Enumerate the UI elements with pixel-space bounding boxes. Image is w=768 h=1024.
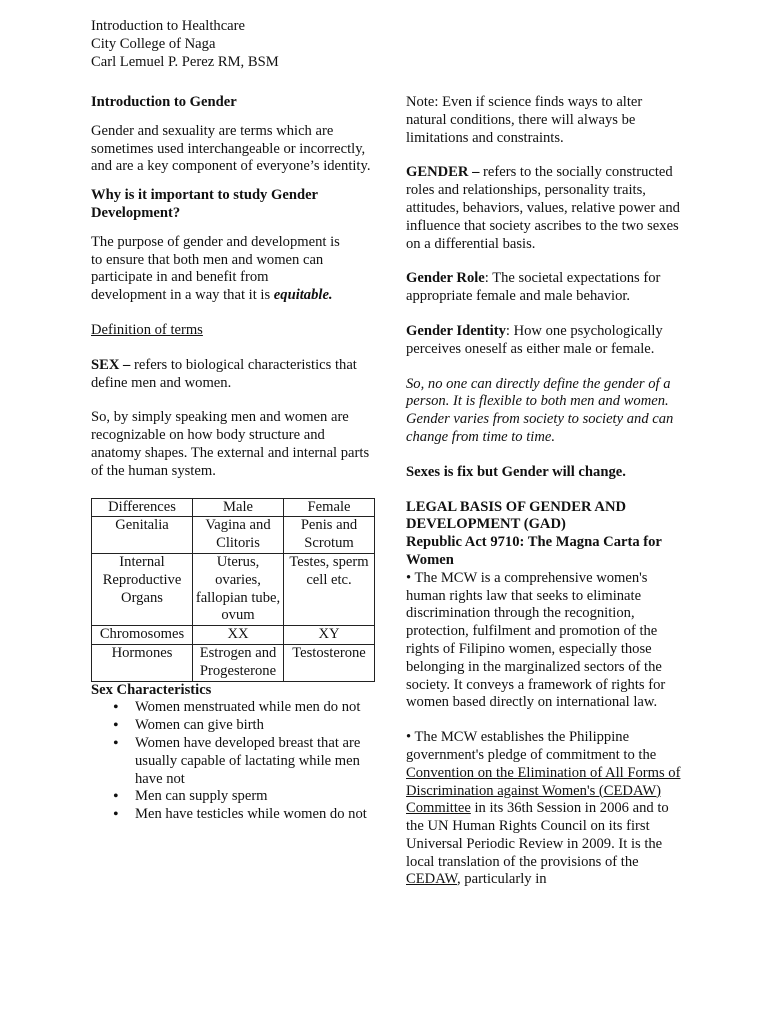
list-item: • Women have developed breast that are usually capable of lactating while men have not bbox=[135, 735, 374, 788]
table-cell: Penis and Scrotum bbox=[284, 517, 375, 554]
gender-role-definition bbox=[406, 270, 682, 306]
table-header-row bbox=[92, 498, 375, 517]
table-cell: XX bbox=[193, 626, 284, 645]
why-title: Why is it important to study Gender Development? bbox=[91, 187, 318, 221]
table-cell: Estrogen and Progesterone bbox=[193, 644, 284, 681]
table-cell: Hormones bbox=[92, 644, 193, 681]
mcw-paragraph-2 bbox=[406, 729, 682, 889]
right-column bbox=[406, 94, 682, 889]
gender-role-term: Gender Role bbox=[406, 270, 485, 287]
list-item: • Men have testicles while women do not bbox=[135, 806, 374, 824]
table-cell: Chromosomes bbox=[92, 626, 193, 645]
note-paragraph: Note: Even if science finds ways to alter natural conditions, there will always be limitations and constraints. bbox=[406, 94, 643, 146]
definition-heading: Definition of terms bbox=[91, 321, 203, 338]
table-cell: Internal Reproductive Organs bbox=[92, 553, 193, 625]
sex-characteristics-title: Sex Characteristics bbox=[91, 681, 212, 698]
table-row bbox=[92, 644, 375, 681]
sex-characteristics-list bbox=[91, 699, 374, 824]
sexes-fix-statement: Sexes is fix but Gender will change. bbox=[406, 463, 626, 480]
author-name: Carl Lemuel P. Perez RM, BSM bbox=[91, 53, 279, 70]
mcw-paragraph-1: • The MCW is a comprehensive women's human rights law that seeks to eliminate discrimination through the recognition, protection, fulfilment and promotion of the rights of Filipino women, especially those belonging in the marginalized sectors of the society. It conveys a framework of rights for women based directly on international law. bbox=[406, 569, 666, 711]
sex-definition bbox=[91, 357, 374, 393]
mcw2-text-c: , particularly in bbox=[457, 871, 547, 888]
intro-title: Introduction to Gender bbox=[91, 94, 237, 110]
gender-identity-term: Gender Identity bbox=[406, 322, 506, 339]
differences-table bbox=[91, 498, 375, 682]
table-header-cell: Male bbox=[193, 498, 284, 517]
document-header bbox=[91, 18, 391, 71]
table-header-cell: Female bbox=[284, 498, 375, 517]
sex-term: SEX – bbox=[91, 356, 131, 373]
table-row bbox=[92, 517, 375, 554]
intro-paragraph: Gender and sexuality are terms which are sometimes used interchangeable or incorrectly, and are a key component of everyone’s identity. bbox=[91, 122, 371, 175]
gender-identity-definition bbox=[406, 323, 682, 359]
gender-def: refers to the socially constructed roles and relationships, personality traits, attitudes, behaviors, values, relative power and influence that society ascribes to the two sexes on a differential basis. bbox=[406, 164, 680, 252]
mcw2-text-b: in its 36th Session in 2006 and to the UN Human Rights Council on its first Universal Periodic Review in 2009. It is the local translation of the provisions of the bbox=[406, 800, 669, 870]
left-column bbox=[91, 94, 374, 824]
table-cell: Testes, sperm cell etc. bbox=[284, 553, 375, 625]
gender-term: GENDER – bbox=[406, 164, 480, 181]
mcw2-text-a: • The MCW establishes the Philippine government's pledge of commitment to the bbox=[406, 729, 657, 763]
table-row bbox=[92, 626, 375, 645]
list-item: • Women menstruated while men do not bbox=[135, 699, 374, 717]
table-cell: Vagina and Clitoris bbox=[193, 517, 284, 554]
legal-basis-title: LEGAL BASIS OF GENDER AND DEVELOPMENT (GAD) bbox=[406, 498, 627, 533]
so-paragraph: So, by simply speaking men and women are recognizable on how body structure and anatomy shapes. The external and internal parts of the human system. bbox=[91, 409, 370, 479]
list-item: • Women can give birth bbox=[135, 717, 374, 735]
cedaw-committee-link[interactable]: Convention on the Elimination of All Forms of Discrimination against Women's (CEDAW) Committee bbox=[406, 764, 681, 817]
table-cell: Uterus, ovaries, fallopian tube, ovum bbox=[193, 553, 284, 625]
sex-def: refers to biological characteristics that define men and women. bbox=[91, 356, 357, 391]
table-cell: Genitalia bbox=[92, 517, 193, 554]
table-cell: XY bbox=[284, 626, 375, 645]
list-item: • Men can supply sperm bbox=[135, 788, 374, 806]
course-title: Introduction to Healthcare bbox=[91, 18, 245, 34]
republic-act-title: Republic Act 9710: The Magna Carta for Women bbox=[406, 534, 662, 568]
gender-identity-def: : How one psychologically perceives oneself as either male or female. bbox=[406, 322, 663, 357]
purpose-text: The purpose of gender and development is to ensure that both men and women can participate in and benefit from development in a way that it is bbox=[91, 233, 340, 304]
table-row bbox=[92, 553, 375, 625]
purpose-paragraph bbox=[91, 234, 341, 305]
gender-role-def: : The societal expectations for appropriate female and male behavior. bbox=[406, 270, 661, 305]
cedaw-link[interactable]: CEDAW bbox=[406, 871, 457, 888]
purpose-emphasis: equitable. bbox=[273, 287, 333, 304]
table-header-cell: Differences bbox=[92, 498, 193, 517]
flexible-gender-paragraph: So, no one can directly define the gender of a person. It is flexible to both men and women. Gender varies from society to society and can change from time to time. bbox=[406, 375, 674, 445]
gender-definition bbox=[406, 164, 682, 253]
college-name: City College of Naga bbox=[91, 35, 216, 52]
table-cell: Testosterone bbox=[284, 644, 375, 681]
